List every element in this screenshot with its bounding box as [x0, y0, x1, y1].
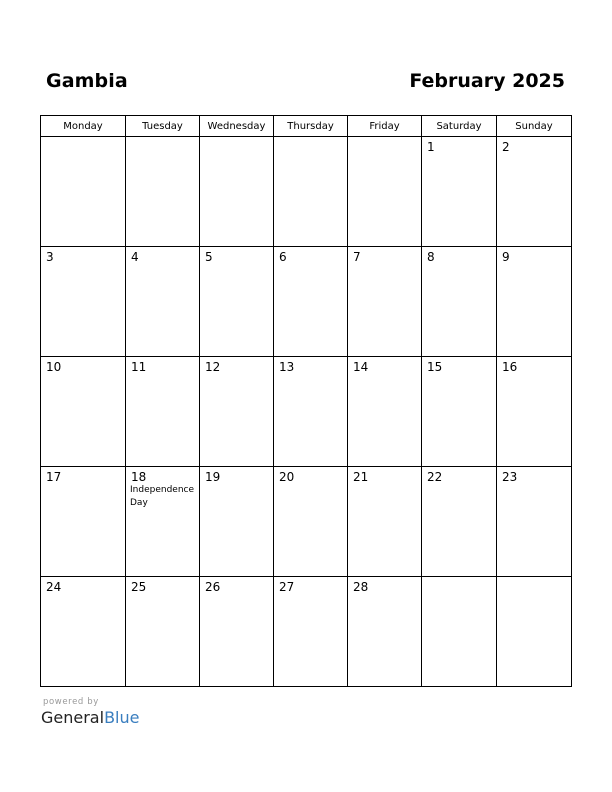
day-number: 19 — [205, 470, 221, 484]
day-cell — [274, 577, 348, 687]
weekday-header: Wednesday — [200, 116, 274, 137]
weekday-header: Saturday — [422, 116, 497, 137]
day-cell — [497, 357, 572, 467]
day-number: 13 — [279, 360, 295, 374]
day-cell — [348, 137, 422, 247]
day-number: 27 — [279, 580, 295, 594]
calendar-grid — [40, 115, 572, 689]
day-number: 24 — [46, 580, 62, 594]
day-cell — [274, 247, 348, 357]
day-number — [422, 577, 496, 580]
day-cell — [126, 467, 200, 577]
day-cell — [348, 357, 422, 467]
day-cell — [126, 247, 200, 357]
day-cell — [348, 577, 422, 687]
day-cell — [422, 577, 497, 687]
brand-name-part1: General — [41, 708, 105, 727]
day-number: 15 — [427, 360, 443, 374]
day-number: 6 — [279, 250, 287, 264]
day-cell — [497, 467, 572, 577]
day-number — [200, 137, 273, 140]
country-title: Gambia — [46, 70, 128, 92]
day-cell — [41, 577, 126, 687]
weekday-header: Friday — [348, 116, 422, 137]
day-number: 3 — [46, 250, 54, 264]
day-cell — [41, 137, 126, 247]
week-row — [41, 357, 572, 467]
day-cell — [497, 247, 572, 357]
calendar-table — [40, 115, 572, 687]
weekday-header: Sunday — [497, 116, 572, 137]
day-cell — [200, 357, 274, 467]
weekday-header: Tuesday — [126, 116, 200, 137]
weekday-header: Thursday — [274, 116, 348, 137]
day-number: 5 — [205, 250, 213, 264]
day-cell — [348, 247, 422, 357]
day-number: 26 — [205, 580, 221, 594]
powered-by-label: powered by — [43, 697, 99, 707]
day-cell — [422, 357, 497, 467]
day-number: 16 — [502, 360, 518, 374]
day-cell — [200, 247, 274, 357]
week-row — [41, 247, 572, 357]
day-number: 14 — [353, 360, 369, 374]
day-cell — [41, 247, 126, 357]
day-cell — [41, 357, 126, 467]
day-cell — [422, 137, 497, 247]
day-number: 12 — [205, 360, 221, 374]
holiday-label: Independence Day — [130, 485, 195, 508]
day-cell — [497, 577, 572, 687]
day-cell — [274, 357, 348, 467]
day-number: 1 — [427, 140, 435, 154]
day-number — [126, 137, 199, 140]
day-cell — [274, 137, 348, 247]
day-number: 20 — [279, 470, 295, 484]
day-cell — [200, 137, 274, 247]
brand-name-part2: Blue — [104, 708, 140, 727]
day-number — [274, 137, 347, 140]
day-number: 22 — [427, 470, 443, 484]
day-cell — [422, 247, 497, 357]
day-cell — [200, 467, 274, 577]
month-title: February 2025 — [409, 70, 565, 92]
day-number: 9 — [502, 250, 510, 264]
week-row — [41, 577, 572, 687]
day-number: 4 — [131, 250, 139, 264]
day-number — [497, 577, 571, 580]
day-number: 17 — [46, 470, 62, 484]
day-cell — [126, 137, 200, 247]
brand-logo — [41, 708, 139, 727]
day-number: 7 — [353, 250, 361, 264]
day-number: 21 — [353, 470, 369, 484]
day-cell — [126, 357, 200, 467]
day-number: 2 — [502, 140, 510, 154]
day-number: 28 — [353, 580, 369, 594]
day-number — [41, 137, 125, 140]
day-cell — [274, 467, 348, 577]
day-cell — [200, 577, 274, 687]
week-row — [41, 467, 572, 577]
day-number — [348, 137, 421, 140]
day-number: 18 — [131, 470, 147, 484]
day-cell — [41, 467, 126, 577]
day-number: 8 — [427, 250, 435, 264]
weekday-header-row — [41, 116, 572, 137]
day-number: 11 — [131, 360, 147, 374]
day-cell — [126, 577, 200, 687]
week-row — [41, 137, 572, 247]
day-cell — [497, 137, 572, 247]
day-cell — [422, 467, 497, 577]
day-cell — [348, 467, 422, 577]
day-number: 25 — [131, 580, 147, 594]
day-number: 23 — [502, 470, 518, 484]
day-number: 10 — [46, 360, 62, 374]
weekday-header: Monday — [41, 116, 126, 137]
